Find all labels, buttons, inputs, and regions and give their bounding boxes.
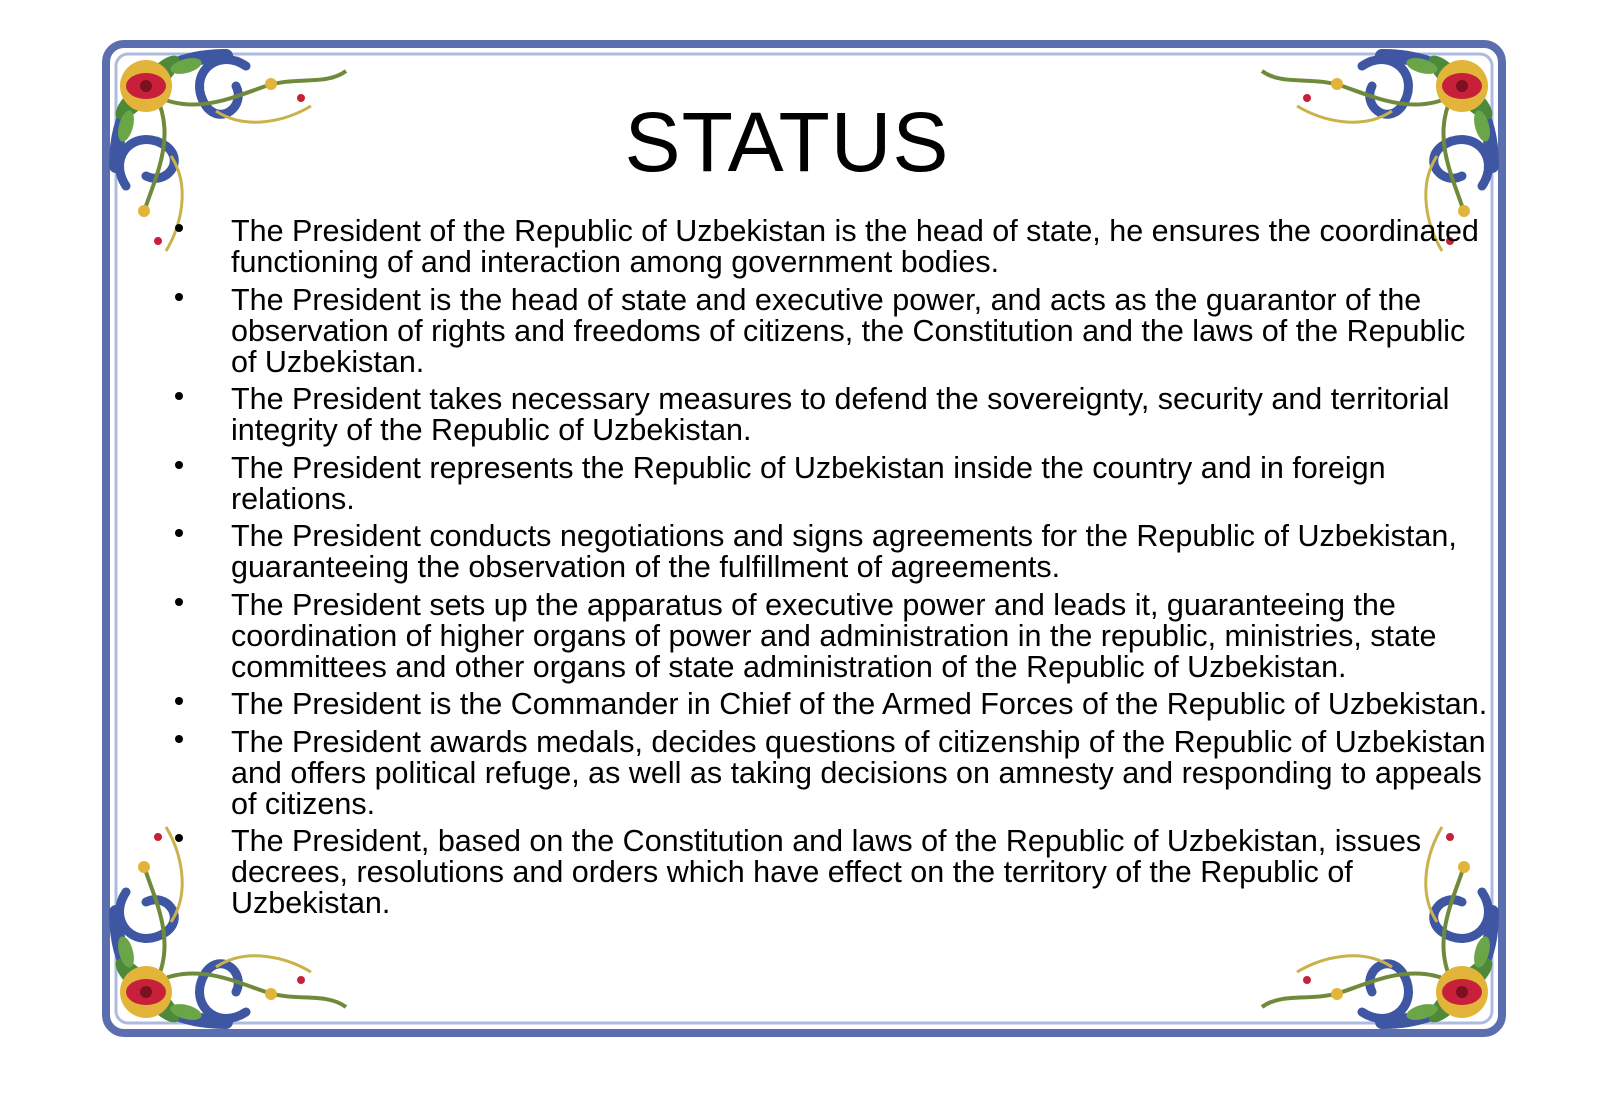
bullet-list (172, 216, 1492, 926)
bullet-item (172, 384, 1492, 446)
bullet-item (172, 689, 1492, 720)
bullet-text: The President sets up the apparatus of executive power and leads it, guaranteeing the coordination of higher organs of power and administration in the republic, ministries, state committees and other organs of state administration of the Republic of Uzbekistan. (231, 587, 1437, 684)
bullet-dot-icon (175, 293, 183, 301)
bullet-dot-icon (175, 224, 183, 232)
bullet-dot-icon (175, 735, 183, 743)
bullet-text: The President, based on the Constitution and laws of the Republic of Uzbekistan, issues decrees, resolutions and orders which have effect on the territory of the Republic of Uzbekistan. (231, 824, 1422, 920)
bullet-text: The President awards medals, decides questions of citizenship of the Republic of Uzbekistan and offers political refuge, as well as taking decisions on amnesty and responding to appeals of citizens. (231, 724, 1486, 821)
bullet-dot-icon (175, 598, 183, 606)
bullet-item (172, 724, 1492, 821)
bullet-dot-icon (175, 529, 183, 537)
bullet-item (172, 450, 1492, 516)
bullet-dot-icon (175, 697, 183, 705)
bullet-dot-icon (175, 461, 183, 469)
slide-title: STATUS (624, 95, 950, 189)
bullet-text: The President represents the Republic of Uzbekistan inside the country and in foreign relations. (231, 450, 1386, 516)
bullet-dot-icon (175, 392, 183, 400)
bullet-item (172, 826, 1492, 919)
bullet-item (172, 587, 1492, 684)
bullet-text: The President of the Republic of Uzbekistan is the head of state, he ensures the coordinated functioning of and interaction among government bodies. (231, 214, 1479, 279)
bullet-item (172, 521, 1492, 583)
bullet-item (172, 282, 1492, 379)
bullet-text: The President is the Commander in Chief of the Armed Forces of the Republic of Uzbekistan. (231, 687, 1488, 721)
bullet-dot-icon (175, 834, 183, 842)
bullet-item (172, 216, 1492, 278)
bullet-text: The President conducts negotiations and signs agreements for the Republic of Uzbekistan, guaranteeing the observation of the fulfillment of agreements. (231, 519, 1457, 584)
bullet-text: The President takes necessary measures to defend the sovereignty, security and territorial integrity of the Republic of Uzbekistan. (231, 382, 1450, 447)
bullet-text: The President is the head of state and executive power, and acts as the guarantor of the observation of rights and freedoms of citizens, the Constitution and the laws of the Republic of Uzbekistan. (231, 282, 1466, 379)
